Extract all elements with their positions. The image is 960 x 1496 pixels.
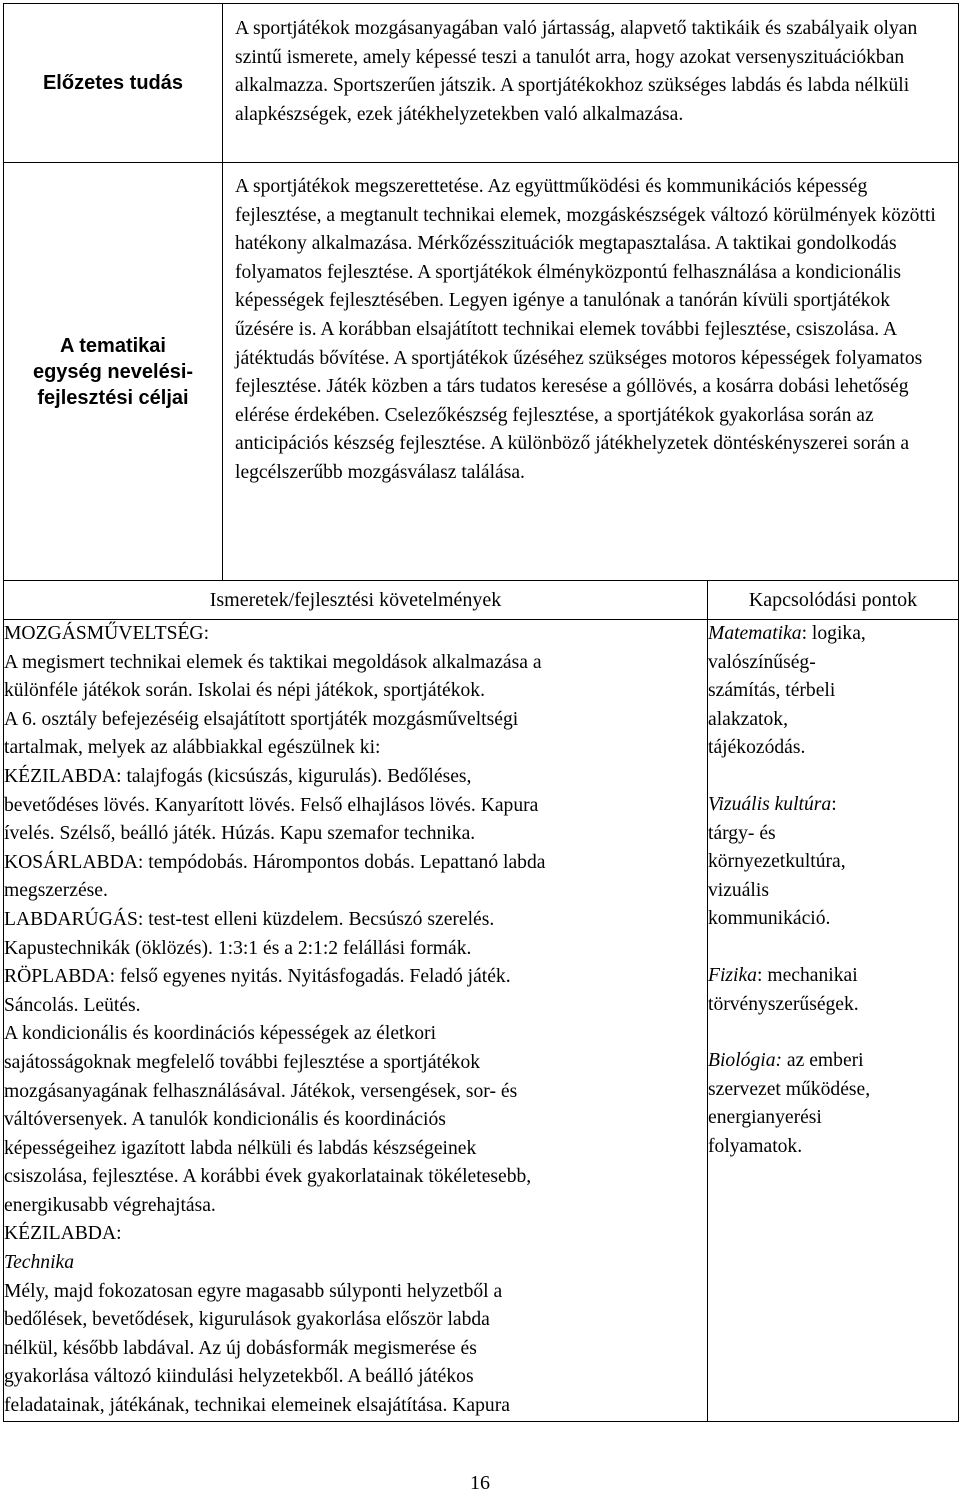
connection-line: valószínűség- (708, 651, 816, 673)
requirement-line: feladatainak, játékának, technikai elemeinek elsajátítása. Kapura (4, 1395, 510, 1417)
requirement-line: váltóversenyek. A tanulók kondicionális és koordinációs (4, 1109, 446, 1131)
requirements-header: Ismeretek/fejlesztési követelmények (4, 581, 708, 620)
connections-list (708, 620, 958, 1162)
header-row (4, 581, 959, 620)
requirement-line: tartalmak, melyek az alábbiakkal egészülnek ki: (4, 737, 381, 759)
requirement-line: Kapustechnikák (öklözés). 1:3:1 és a 2:1:2 felállási formák. (4, 937, 472, 959)
goals-label: A tematikai egység nevelési-fejlesztési céljai (4, 163, 223, 581)
prior-knowledge-label: Előzetes tudás (4, 4, 223, 163)
connection-subject: Fizika (708, 964, 757, 986)
connection-first-line (708, 620, 958, 649)
connection-topic: : logika, (801, 623, 866, 644)
prior-knowledge-text: A sportjátékok mozgásanyagában való jártasság, alapvető taktikáik és szabályaik olyan szintű ismerete, amely képessé teszi a tanulót arra, hogy azokat versenyszituációkban alkalmazza. Sportszerűen játszik. A sportjátékokhoz szükséges labdás és labda nélküli alapkészségek, ezek játékhelyzetekben való alkalmazása. (223, 4, 959, 163)
connection-line: vizuális (708, 879, 769, 901)
requirement-line: bedőlések, bevetődések, kigurulások gyakorlása először labda (4, 1309, 490, 1331)
goals-row (4, 163, 959, 581)
requirement-line: megszerzése. (4, 880, 108, 902)
requirement-line: KÉZILABDA: talajfogás (kicsúszás, kigurulás). Bedőléses, (4, 765, 472, 787)
connection-first-line (708, 1047, 958, 1076)
requirement-line: A megismert technikai elemek és taktikai megoldások alkalmazása a (4, 651, 542, 673)
page-number: 16 (470, 1472, 490, 1494)
prior-knowledge-row (4, 4, 959, 163)
requirement-line: csiszolása, fejlesztése. A korábbi évek gyakorlatainak tökéletesebb, (4, 1166, 532, 1188)
connection-line: környezetkultúra, (708, 851, 846, 873)
requirement-line: képességeihez igazított labda nélküli és labdás készségeinek (4, 1137, 477, 1159)
connection-line: kommunikáció. (708, 908, 831, 930)
connection-first-line (708, 791, 958, 820)
requirement-line: A kondicionális és koordinációs képességek az életkori (4, 1023, 437, 1045)
requirement-line: LABDARÚGÁS: test-test elleni küzdelem. Becsúszó szerelés. (4, 908, 495, 930)
requirement-line: KOSÁRLABDA: tempódobás. Hárompontos dobás. Lepattanó labda (4, 851, 546, 873)
requirement-line: bevetődéses lövés. Kanyarított lövés. Felső elhajlásos lövés. Kapura (4, 794, 539, 816)
requirement-line: Mély, majd fokozatosan egyre magasabb súlyponti helyzetből a (4, 1280, 503, 1302)
requirement-line: ívelés. Szélső, beálló játék. Húzás. Kapu szemafor technika. (4, 823, 476, 845)
connection-subject: Biológia: (708, 1050, 783, 1072)
connection-subject: Vizuális kultúra (708, 793, 832, 815)
connection-line: tájékozódás. (708, 737, 806, 759)
requirement-line: mozgásanyagának felhasználásával. Játékok, versengések, sor- és (4, 1080, 518, 1102)
connection-line: folyamatok. (708, 1135, 803, 1157)
requirements-lines (4, 620, 707, 1421)
connection-subject: Matematika (708, 623, 802, 644)
connection-item (708, 791, 958, 934)
connection-topic: : mechanikai (756, 964, 858, 986)
requirement-line: RÖPLABDA: felső egyenes nyitás. Nyitásfogadás. Feladó játék. (4, 966, 511, 988)
connection-line: törvényszerűségek. (708, 993, 859, 1015)
connection-item (708, 962, 958, 1019)
requirements-body (4, 620, 708, 1422)
connections-header: Kapcsolódási pontok (708, 581, 959, 620)
connection-line: számítás, térbeli (708, 680, 836, 702)
content-row (4, 620, 959, 1422)
connection-line: energianyerési (708, 1107, 822, 1129)
connection-item (708, 620, 958, 763)
requirement-line: MOZGÁSMŰVELTSÉG: (4, 623, 210, 644)
requirement-line: A 6. osztály befejezéséig elsajátított sportjáték mozgásműveltségi (4, 708, 519, 730)
goals-text: A sportjátékok megszerettetése. Az együttműködési és kommunikációs képesség fejlesztése, a megtanult technikai elemek, mozgáskészségek változó körülmények közötti hatékony alkalmazása. Mérkőzésszituációk megtapasztalása. A taktikai gondolkodás folyamatos fejlesztése. A sportjátékok élményközpontú felhasználása a kondicionális képességek fejlesztésében. Legyen igénye a tanulónak a tanórán kívüli sportjátékok űzésére is. A korábban elsajátított technikai elemek további fejlesztése, csiszolása. A játéktudás bővítése. A sportjátékok űzéséhez szükséges motoros képességek folyamatos fejlesztése. Játék közben a társ tudatos keresése a góllövés, a kosárra dobási lehetőség elérése érdekében. Cselezőkészség fejlesztése, a sportjátékok gyakorlása során az anticipációs készség fejlesztése. A különböző játékhelyzetek döntéskényszerei során a legcélszerűbb mozgásválasz találása. (223, 163, 959, 581)
connections-body (708, 620, 959, 1422)
connection-line: tárgy- és (708, 822, 776, 844)
connection-first-line (708, 962, 958, 991)
requirement-line: Sáncolás. Leütés. (4, 994, 141, 1016)
curriculum-table (3, 3, 959, 1422)
requirement-line: sajátosságoknak megfelelő további fejlesztése a sportjátékok (4, 1051, 481, 1073)
connection-line: szervezet működése, (708, 1078, 871, 1100)
requirement-line: gyakorlása változó kiindulási helyzetekből. A beálló játékos (4, 1366, 474, 1388)
requirement-line: energikusabb végrehajtása. (4, 1194, 216, 1216)
connection-topic: az emberi (782, 1050, 864, 1072)
requirement-line: Technika (4, 1252, 75, 1274)
connection-topic: : (831, 793, 837, 815)
requirement-line: KÉZILABDA: (4, 1223, 122, 1245)
connection-item (708, 1047, 958, 1161)
requirement-line: nélkül, később labdával. Az új dobásformák megismerése és (4, 1337, 477, 1359)
connection-line: alakzatok, (708, 708, 788, 730)
requirement-line: különféle játékok során. Iskolai és népi játékok, sportjátékok. (4, 680, 486, 702)
